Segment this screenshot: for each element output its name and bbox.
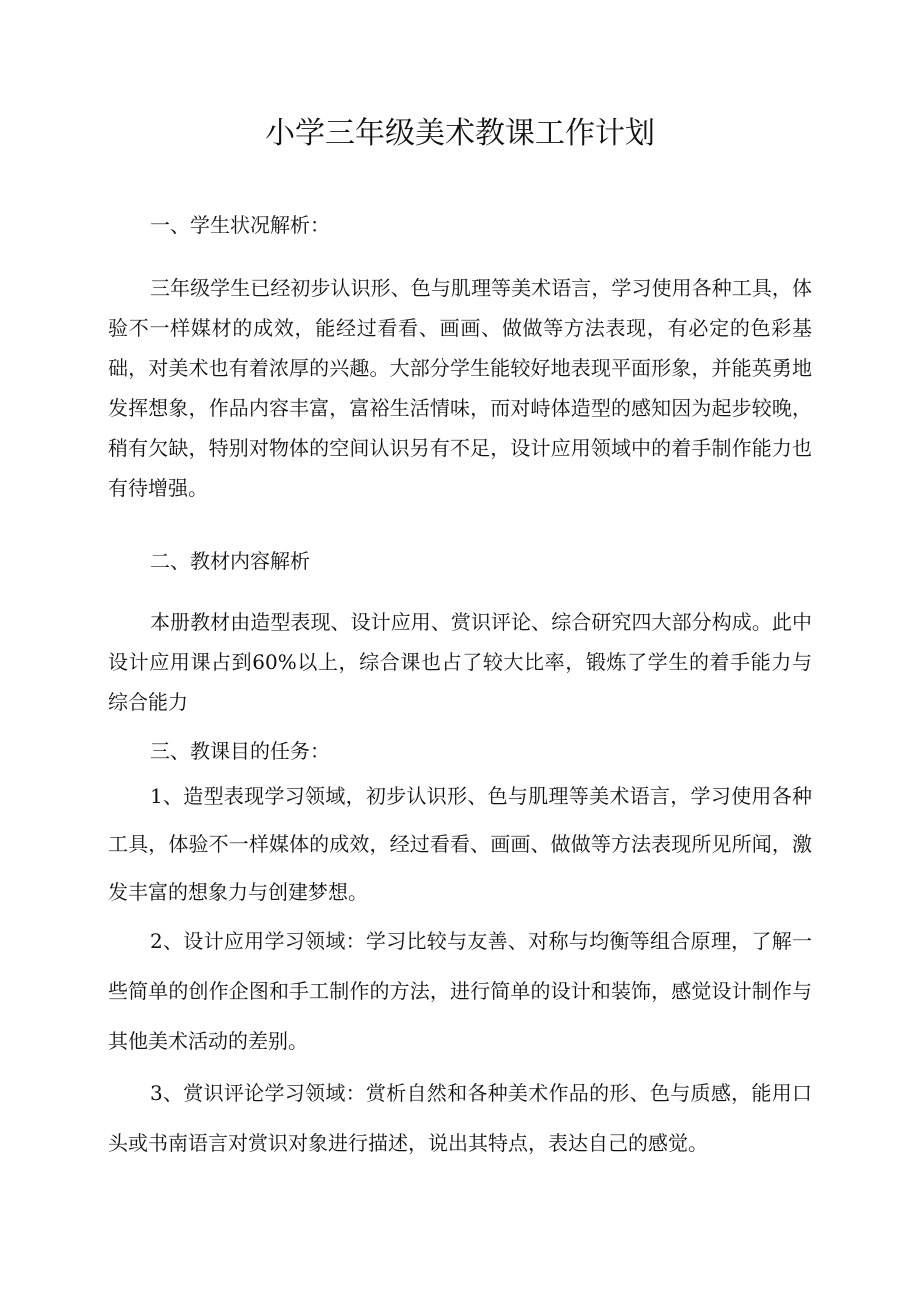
paragraph-student-analysis: 三年级学生已经初步认识形、色与肌理等美术语言，学习使用各种工具，体验不一样媒材的成效，能经过看看、画画、做做等方法表现，有必定的色彩基础，对美术也有着浓厚的兴趣。大部分学生能较好地表现平面形象，并能英勇地发挥想象，作品内容丰富，富裕生活情味，而对峙体造型的感知因为起步较晚，稍有欠缺，特别对物体的空间认识另有不足，设计应用领域中的着手制作能力也有待增强。 <box>108 276 812 500</box>
list-item-goal-modeling: 1、造型表现学习领域，初步认识形、色与肌理等美术语言，学习使用各种工具，体验不一样媒体的成效，经过看看、画画、做做等方法表现所见所闻，激发丰富的想象力与创建梦想。 <box>108 784 812 904</box>
section-heading-textbook-analysis: 二、教材内容解析 <box>150 549 310 573</box>
paragraph-textbook-analysis: 本册教材由造型表现、设计应用、赏识评论、综合研究四大部分构成。此中设计应用课占到60%以上，综合课也占了较大比率，锻炼了学生的着手能力与综合能力 <box>108 610 812 714</box>
list-item-goal-design: 2、设计应用学习领域：学习比较与友善、对称与均衡等组合原理，了解一些简单的创作企图和手工制作的方法，进行简单的设计和装饰，感觉设计制作与其他美术活动的差别。 <box>108 929 812 1053</box>
list-item-goal-appreciation: 3、赏识评论学习领域：赏析自然和各种美术作品的形、色与质感，能用口头或书南语言对赏识对象进行描述，说出其特点，表达自己的感觉。 <box>108 1081 812 1155</box>
section-heading-student-analysis: 一、学生状况解析： <box>150 213 330 237</box>
document-title: 小学三年级美术教课工作计划 <box>265 116 655 151</box>
section-heading-teaching-goals: 三、教课目的任务： <box>150 739 330 763</box>
